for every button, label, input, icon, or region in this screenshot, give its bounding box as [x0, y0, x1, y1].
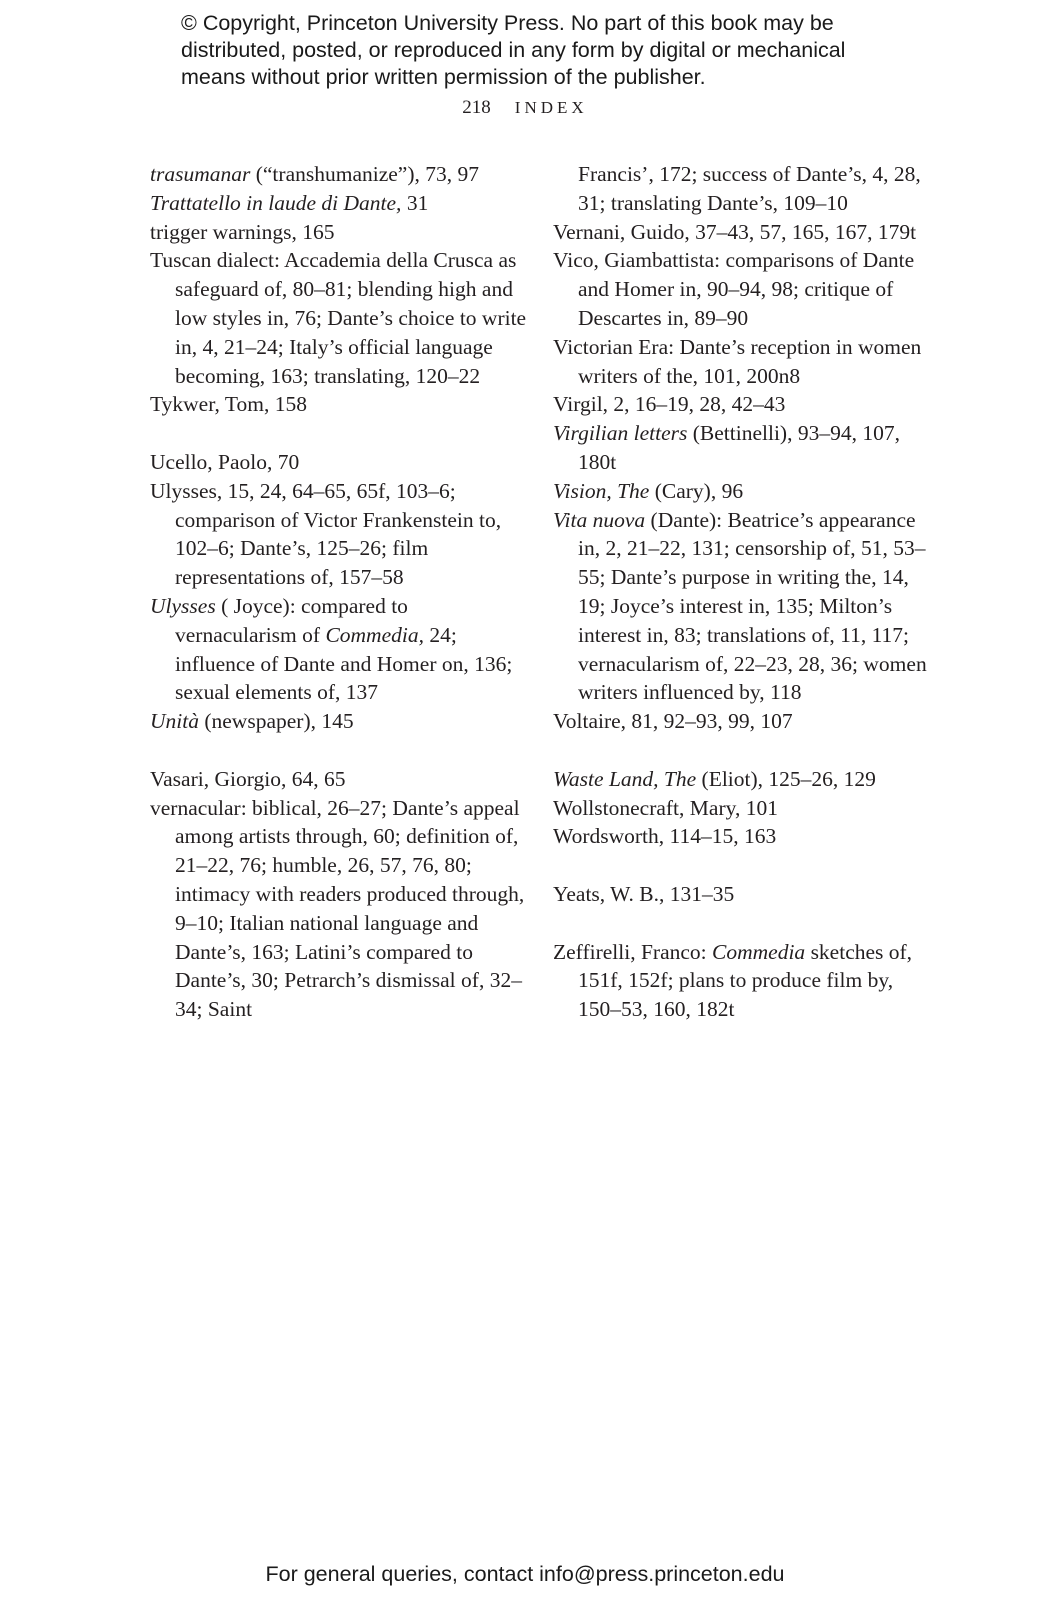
letter-group-gap	[553, 851, 928, 880]
index-entry: Victorian Era: Dante’s reception in women writers of the, 101, 200n8	[553, 334, 922, 388]
index-entry: Vision, The (Cary), 96	[553, 478, 744, 503]
copyright-line: distributed, posted, or reproduced in any form by digital or mechanical	[181, 38, 846, 62]
copyright-line: means without prior written permission of the publisher.	[181, 65, 706, 89]
copyright-notice	[181, 10, 941, 91]
index-entry: Ulysses ( Joyce): compared to vernacularism of Commedia, 24; influence of Dante and Homer on, 136; sexual elements of, 137	[150, 593, 513, 705]
index-entry: Virgil, 2, 16–19, 28, 42–43	[553, 392, 786, 417]
index-entry: Zeffirelli, Franco: Commedia sketches of, 151f, 152f; plans to produce film by, 150–53, 160, 182t	[553, 939, 913, 1022]
index-entry: vernacular: biblical, 26–27; Dante’s appeal among artists through, 60; definition of, 21–22, 76; humble, 26, 57, 76, 80; intimacy with readers produced through, 9–10; Italian national language and Dante’s, 163; Latini’s compared to Dante’s, 30; Petrarch’s dismissal of, 32–34; Saint	[150, 795, 525, 1022]
index-column-right	[553, 160, 928, 1024]
index-entry: Voltaire, 81, 92–93, 99, 107	[553, 709, 793, 734]
index-entry: Wollstonecraft, Mary, 101	[553, 795, 778, 820]
index-entry: Wordsworth, 114–15, 163	[553, 824, 777, 849]
index-entry: Vasari, Giorgio, 64, 65	[150, 766, 346, 791]
index-entry: Trattatello in laude di Dante, 31	[150, 190, 429, 215]
index-entry: Unità (newspaper), 145	[150, 709, 354, 734]
index-entry: Ulysses, 15, 24, 64–65, 65f, 103–6; comparison of Victor Frankenstein to, 102–6; Dante’s, 125–26; film representations of, 157–58	[150, 478, 502, 590]
index-entry: trasumanar (“transhumanize”), 73, 97	[150, 162, 480, 186]
index-entry: Tuscan dialect: Accademia della Crusca as safeguard of, 80–81; blending high and low styles in, 76; Dante’s choice to write in, 4, 21–24; Italy’s official language becoming, 163; translating, 120–22	[150, 248, 527, 388]
index-entry: Ucello, Paolo, 70	[150, 449, 300, 474]
index-entry: Tykwer, Tom, 158	[150, 392, 307, 417]
index-entry: Waste Land, The (Eliot), 125–26, 129	[553, 766, 876, 791]
letter-group-gap	[150, 736, 530, 765]
copyright-line: © Copyright, Princeton University Press. No part of this book may be	[181, 11, 834, 35]
index-entry: Yeats, W. B., 131–35	[553, 881, 735, 906]
index-entry: trigger warnings, 165	[150, 219, 335, 244]
index-entry: Vita nuova (Dante): Beatrice’s appearance in, 2, 21–22, 131; censorship of, 51, 53–55; Dante’s purpose in writing the, 14, 19; Joyce’s interest in, 135; Milton’s interest in, 83; translations of, 11, 117; vernacularism of, 22–23, 28, 36; women writers influenced by, 118	[553, 507, 927, 705]
footer-contact: For general queries, contact info@press.princeton.edu	[265, 1562, 785, 1586]
running-head-title: INDEX	[514, 98, 588, 117]
letter-group-gap	[553, 736, 928, 765]
running-head	[0, 97, 1050, 119]
letter-group-gap	[553, 909, 928, 938]
index-column-left	[150, 160, 530, 1024]
letter-group-gap	[150, 419, 530, 448]
index-entry: Virgilian letters (Bettinelli), 93–94, 107, 180t	[553, 421, 900, 474]
index-entry-continued: Francis’, 172; success of Dante’s, 4, 28, 31; translating Dante’s, 109–10	[578, 162, 921, 215]
index-entry: Vernani, Guido, 37–43, 57, 165, 167, 179t	[553, 219, 917, 244]
index-entry: Vico, Giambattista: comparisons of Dante and Homer in, 90–94, 98; critique of Descartes in, 89–90	[553, 248, 915, 330]
page-number: 218	[462, 97, 491, 118]
